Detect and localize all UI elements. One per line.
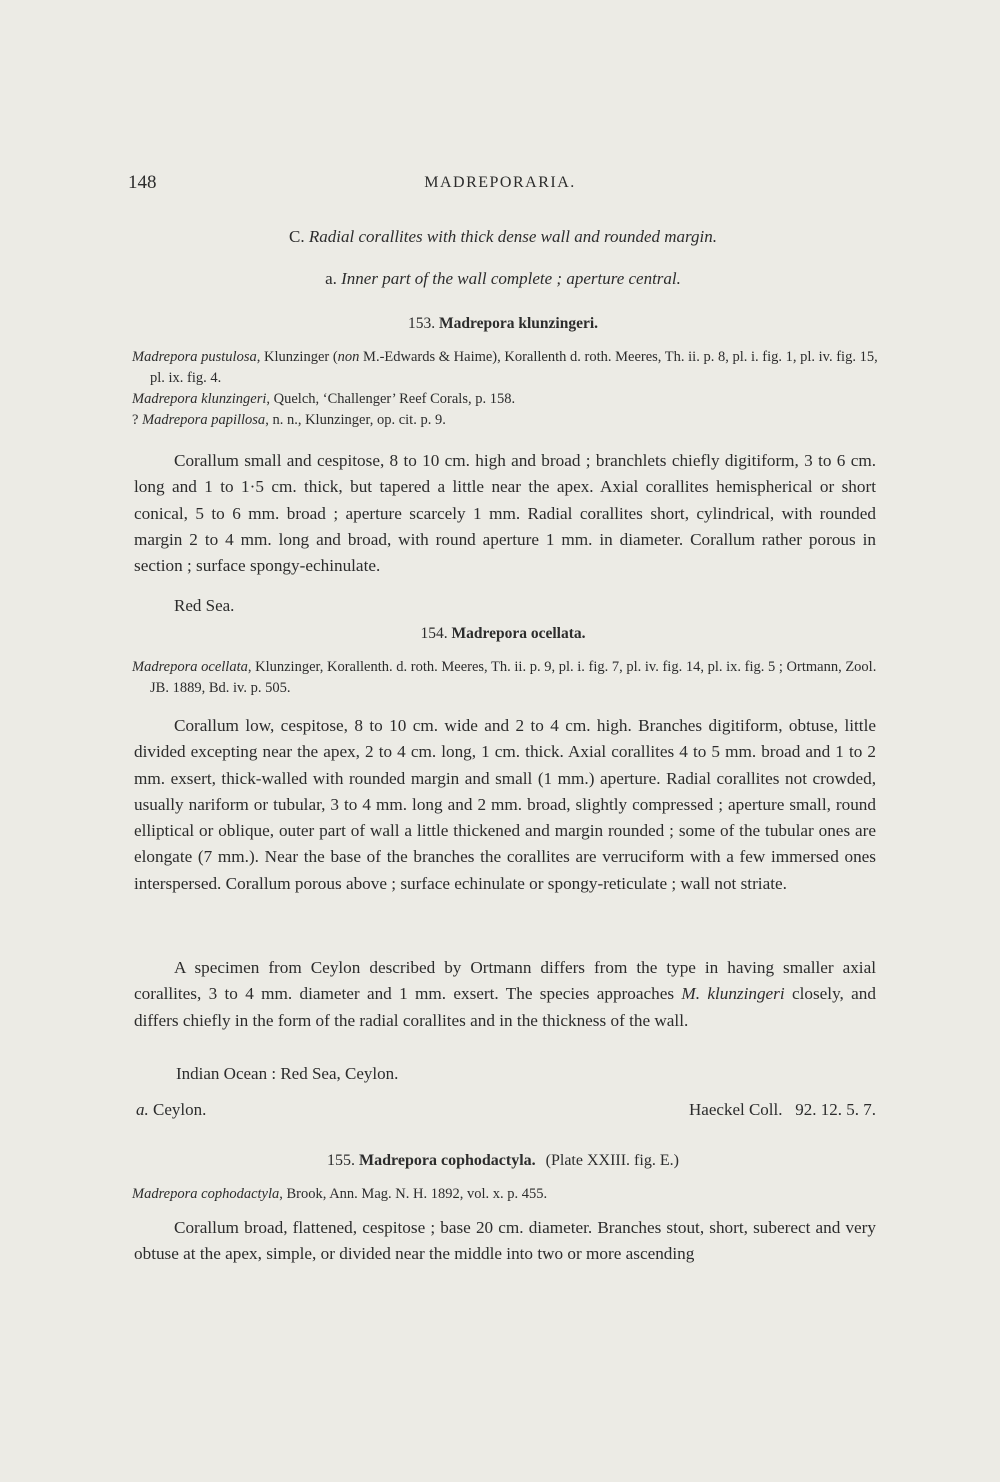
description-paragraph: Corallum low, cespitose, 8 to 10 cm. wide and 2 to 4 cm. high. Branches digitiform, obtuse, little divided excepting near the apex, 2 to 4 cm. long, 1 cm. thick. Axial corallites 4 to 5 mm. broad and 1 to 2 mm. exsert, thick-walled with rounded margin and small (1 mm.) aperture. Radial corallites not crowded, usually nariform or tubular, 3 to 4 mm. long and 2 mm. broad, slightly compressed ; aperture small, round elliptical or oblique, outer part of wall a little thickened and margin rounded ; some of the tubular ones are elongate (7 mm.). Near the base of the branches the corallites are verruciform with a few immersed ones interspersed. Corallum porous above ; surface echinulate or spongy-reticulate ; wall not striate. (134, 716, 876, 893)
plate-reference: (Plate XXIII. fig. E.) (545, 1152, 679, 1169)
species-name: Madrepora klunzingeri. (438, 315, 599, 332)
species-155-synonymy (132, 1184, 880, 1205)
synonym-citation: M.-Edwards & Haime), Korallenth d. roth. Meeres, Th. ii. p. 8, pl. i. fig. 1, pl. iv. fig. 15, pl. ix. fig. 4. (150, 349, 878, 386)
synonym-entry (132, 1184, 880, 1205)
synonym-query: ? (132, 412, 143, 428)
note-paragraph (134, 955, 876, 1034)
species-154-note (134, 955, 876, 1034)
species-number: 154. (420, 625, 448, 642)
page-number: 148 (128, 172, 157, 193)
species-155-description (134, 1215, 876, 1268)
synonym-citation: , n. n., Klunzinger, op. cit. p. 9. (265, 412, 446, 428)
description-paragraph: Corallum small and cespitose, 8 to 10 cm. high and broad ; branchlets chiefly digitiform, 3 to 6 cm. long and 1 to 1·5 cm. thick, but tapered a little near the apex. Axial corallites hemispherical or short conical, 5 to 6 mm. broad ; aperture scarcely 1 mm. Radial corallites short, cylindrical, with rounded margin 2 to 4 mm. long and broad, with round aperture 1 mm. in diameter. Corallum rather porous in section ; surface spongy-echinulate. (134, 451, 876, 576)
synonym-entry (132, 410, 880, 431)
section-heading-a-letter: a. (325, 269, 337, 288)
synonym-citation: , Klunzinger, Korallenth. d. roth. Meeres, Th. ii. p. 9, pl. i. fig. 7, pl. iv. fig. 14, pl. ix. fig. 5 ; Ortmann, Zool. JB. 1889, Bd. iv. p. 505. (150, 659, 877, 696)
synonym-entry (132, 347, 880, 389)
species-number: 155. (327, 1152, 356, 1169)
specimen-entry (136, 1100, 206, 1120)
synonym-entry (132, 657, 880, 699)
synonym-name: Madrepora klunzingeri (132, 391, 267, 407)
species-153-locality: Red Sea. (174, 596, 235, 615)
specimen-collection: Haeckel Coll. 92. 12. 5. 7. (689, 1100, 876, 1119)
note-text: A specimen from Ceylon described by Ortmann differs from the type in having smaller axial corallites, 3 to 4 mm. diameter and 1 mm. exsert. The species approaches (134, 958, 876, 1004)
synonym-citation: , Quelch, ‘Challenger’ Reef Corals, p. 158. (266, 391, 516, 407)
synonym-entry (132, 389, 880, 410)
synonym-name: Madrepora ocellata (132, 659, 248, 675)
species-name: Madrepora ocellata. (451, 625, 586, 642)
section-heading-c-text: Radial corallites with thick dense wall and rounded margin. (308, 227, 717, 246)
species-154-distribution: Indian Ocean : Red Sea, Ceylon. (176, 1064, 399, 1083)
specimen-row (136, 1100, 876, 1120)
running-title: MADREPORARIA. (424, 174, 576, 191)
section-heading-a-text: Inner part of the wall complete ; aperture central. (341, 269, 681, 288)
section-heading-c-letter: C. (289, 227, 305, 246)
synonym-non: non (337, 349, 360, 365)
species-154-synonymy (132, 657, 880, 699)
section-heading-a (130, 269, 876, 289)
species-155-heading (130, 1152, 876, 1170)
synonym-name: Madrepora pustulosa (132, 349, 257, 365)
specimen-locality: Ceylon. (148, 1100, 207, 1119)
species-154-description (134, 713, 876, 897)
species-153-heading (130, 315, 876, 333)
species-154-heading (130, 625, 876, 643)
synonym-name: Madrepora papillosa (142, 412, 266, 428)
synonym-citation: , Klunzinger ( (256, 349, 338, 365)
species-153-synonymy (132, 347, 880, 431)
note-species-ref: M. klunzingeri (681, 984, 785, 1004)
section-heading-c (130, 227, 876, 247)
synonym-name: Madrepora cophodactyla (132, 1186, 280, 1202)
species-153-description (134, 448, 876, 579)
note-text: closely, and differs chiefly in the form of the radial corallites and in the thickness of the wall. (134, 984, 876, 1030)
description-paragraph: Corallum broad, flattened, cespitose ; base 20 cm. diameter. Branches stout, short, suberect and very obtuse at the apex, simple, or divided near the middle into two or more ascending (134, 1218, 876, 1264)
specimen-letter: a. (136, 1100, 149, 1119)
species-number: 153. (407, 315, 436, 332)
species-name: Madrepora cophodactyla. (359, 1152, 536, 1169)
synonym-citation: , Brook, Ann. Mag. N. H. 1892, vol. x. p. 455. (279, 1186, 548, 1202)
